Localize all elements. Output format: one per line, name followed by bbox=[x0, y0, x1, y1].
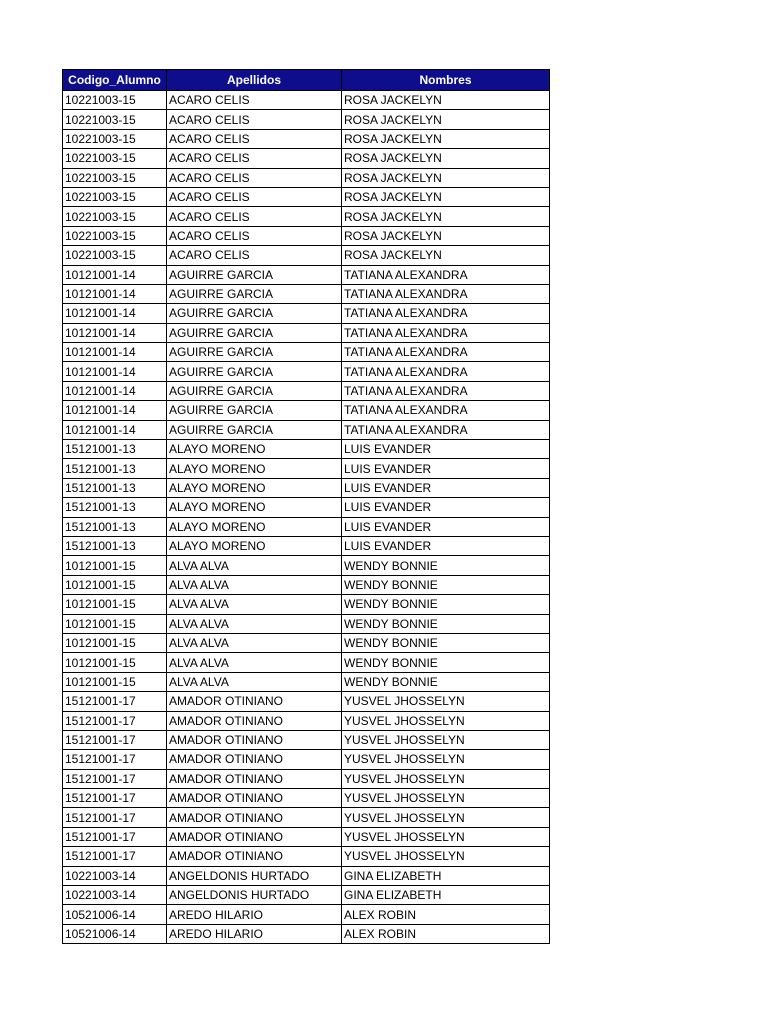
cell-nombres: GINA ELIZABETH bbox=[342, 866, 550, 885]
cell-nombres: WENDY BONNIE bbox=[342, 575, 550, 594]
cell-nombres: YUSVEL JHOSSELYN bbox=[342, 711, 550, 730]
table-row bbox=[63, 886, 550, 905]
table-row bbox=[63, 692, 550, 711]
cell-apellidos: ALVA ALVA bbox=[167, 595, 342, 614]
cell-apellidos: AGUIRRE GARCIA bbox=[167, 304, 342, 323]
cell-nombres: LUIS EVANDER bbox=[342, 478, 550, 497]
cell-nombres: TATIANA ALEXANDRA bbox=[342, 362, 550, 381]
table-row bbox=[63, 187, 550, 206]
cell-apellidos: ALVA ALVA bbox=[167, 633, 342, 652]
table-row bbox=[63, 168, 550, 187]
cell-codigo-alumno: 10121001-14 bbox=[63, 323, 167, 342]
cell-apellidos: ALVA ALVA bbox=[167, 672, 342, 691]
cell-nombres: TATIANA ALEXANDRA bbox=[342, 265, 550, 284]
cell-codigo-alumno: 10221003-15 bbox=[63, 226, 167, 245]
cell-codigo-alumno: 15121001-17 bbox=[63, 711, 167, 730]
cell-codigo-alumno: 10521006-14 bbox=[63, 905, 167, 924]
cell-codigo-alumno: 15121001-13 bbox=[63, 440, 167, 459]
cell-nombres: TATIANA ALEXANDRA bbox=[342, 401, 550, 420]
table-row bbox=[63, 459, 550, 478]
column-header-codigo-alumno: Codigo_Alumno bbox=[63, 70, 167, 91]
student-table bbox=[62, 69, 550, 944]
cell-apellidos: ALAYO MORENO bbox=[167, 498, 342, 517]
table-row bbox=[63, 343, 550, 362]
cell-codigo-alumno: 10221003-15 bbox=[63, 246, 167, 265]
cell-codigo-alumno: 10121001-15 bbox=[63, 595, 167, 614]
cell-apellidos: ALAYO MORENO bbox=[167, 459, 342, 478]
table-row bbox=[63, 498, 550, 517]
cell-apellidos: ACARO CELIS bbox=[167, 168, 342, 187]
cell-codigo-alumno: 10121001-15 bbox=[63, 556, 167, 575]
cell-codigo-alumno: 15121001-13 bbox=[63, 478, 167, 497]
cell-nombres: ROSA JACKELYN bbox=[342, 110, 550, 129]
table-row bbox=[63, 149, 550, 168]
table-row bbox=[63, 304, 550, 323]
cell-nombres: ALEX ROBIN bbox=[342, 905, 550, 924]
cell-apellidos: ACARO CELIS bbox=[167, 129, 342, 148]
cell-apellidos: ALVA ALVA bbox=[167, 614, 342, 633]
table-row bbox=[63, 924, 550, 943]
table-row bbox=[63, 808, 550, 827]
table-header-row bbox=[63, 70, 550, 91]
cell-codigo-alumno: 10221003-15 bbox=[63, 110, 167, 129]
cell-apellidos: ALVA ALVA bbox=[167, 556, 342, 575]
table-row bbox=[63, 323, 550, 342]
table-row bbox=[63, 246, 550, 265]
table-row bbox=[63, 440, 550, 459]
table-row bbox=[63, 381, 550, 400]
cell-nombres: YUSVEL JHOSSELYN bbox=[342, 808, 550, 827]
cell-codigo-alumno: 10121001-14 bbox=[63, 381, 167, 400]
cell-apellidos: AMADOR OTINIANO bbox=[167, 750, 342, 769]
cell-codigo-alumno: 10121001-15 bbox=[63, 672, 167, 691]
cell-codigo-alumno: 15121001-13 bbox=[63, 536, 167, 555]
cell-nombres: WENDY BONNIE bbox=[342, 595, 550, 614]
cell-codigo-alumno: 10521006-14 bbox=[63, 924, 167, 943]
column-header-apellidos: Apellidos bbox=[167, 70, 342, 91]
table-row bbox=[63, 789, 550, 808]
column-header-nombres: Nombres bbox=[342, 70, 550, 91]
cell-apellidos: ACARO CELIS bbox=[167, 246, 342, 265]
cell-nombres: WENDY BONNIE bbox=[342, 672, 550, 691]
cell-codigo-alumno: 15121001-13 bbox=[63, 498, 167, 517]
table-row bbox=[63, 556, 550, 575]
cell-apellidos: AGUIRRE GARCIA bbox=[167, 381, 342, 400]
cell-nombres: TATIANA ALEXANDRA bbox=[342, 381, 550, 400]
cell-codigo-alumno: 15121001-17 bbox=[63, 827, 167, 846]
cell-apellidos: ACARO CELIS bbox=[167, 207, 342, 226]
cell-nombres: WENDY BONNIE bbox=[342, 633, 550, 652]
cell-nombres: ROSA JACKELYN bbox=[342, 246, 550, 265]
cell-codigo-alumno: 10121001-14 bbox=[63, 343, 167, 362]
cell-nombres: YUSVEL JHOSSELYN bbox=[342, 730, 550, 749]
cell-apellidos: AREDO HILARIO bbox=[167, 905, 342, 924]
cell-nombres: ROSA JACKELYN bbox=[342, 207, 550, 226]
cell-apellidos: ANGELDONIS HURTADO bbox=[167, 886, 342, 905]
cell-codigo-alumno: 10121001-14 bbox=[63, 420, 167, 439]
cell-codigo-alumno: 10121001-14 bbox=[63, 265, 167, 284]
table-row bbox=[63, 401, 550, 420]
cell-apellidos: AMADOR OTINIANO bbox=[167, 827, 342, 846]
table-row bbox=[63, 827, 550, 846]
table-row bbox=[63, 672, 550, 691]
cell-nombres: ROSA JACKELYN bbox=[342, 187, 550, 206]
cell-nombres: LUIS EVANDER bbox=[342, 459, 550, 478]
table-row bbox=[63, 420, 550, 439]
table-row bbox=[63, 536, 550, 555]
cell-codigo-alumno: 10221003-14 bbox=[63, 866, 167, 885]
cell-codigo-alumno: 10221003-15 bbox=[63, 149, 167, 168]
cell-codigo-alumno: 15121001-13 bbox=[63, 459, 167, 478]
cell-codigo-alumno: 10221003-15 bbox=[63, 168, 167, 187]
table-row bbox=[63, 847, 550, 866]
cell-apellidos: AMADOR OTINIANO bbox=[167, 808, 342, 827]
cell-nombres: TATIANA ALEXANDRA bbox=[342, 284, 550, 303]
table-row bbox=[63, 614, 550, 633]
cell-codigo-alumno: 15121001-17 bbox=[63, 730, 167, 749]
cell-apellidos: AGUIRRE GARCIA bbox=[167, 343, 342, 362]
table-row bbox=[63, 110, 550, 129]
cell-codigo-alumno: 15121001-17 bbox=[63, 692, 167, 711]
cell-nombres: ROSA JACKELYN bbox=[342, 91, 550, 110]
cell-nombres: YUSVEL JHOSSELYN bbox=[342, 769, 550, 788]
table-row bbox=[63, 478, 550, 497]
cell-apellidos: AGUIRRE GARCIA bbox=[167, 323, 342, 342]
cell-codigo-alumno: 15121001-17 bbox=[63, 769, 167, 788]
cell-nombres: GINA ELIZABETH bbox=[342, 886, 550, 905]
cell-nombres: YUSVEL JHOSSELYN bbox=[342, 789, 550, 808]
cell-codigo-alumno: 10221003-15 bbox=[63, 187, 167, 206]
cell-apellidos: ACARO CELIS bbox=[167, 110, 342, 129]
cell-apellidos: ALAYO MORENO bbox=[167, 440, 342, 459]
cell-apellidos: AMADOR OTINIANO bbox=[167, 692, 342, 711]
table-row bbox=[63, 750, 550, 769]
table-body bbox=[63, 91, 550, 944]
cell-nombres: TATIANA ALEXANDRA bbox=[342, 343, 550, 362]
cell-apellidos: ALVA ALVA bbox=[167, 575, 342, 594]
cell-codigo-alumno: 10121001-14 bbox=[63, 284, 167, 303]
cell-apellidos: AGUIRRE GARCIA bbox=[167, 265, 342, 284]
cell-apellidos: AGUIRRE GARCIA bbox=[167, 362, 342, 381]
cell-codigo-alumno: 15121001-13 bbox=[63, 517, 167, 536]
cell-apellidos: ACARO CELIS bbox=[167, 187, 342, 206]
cell-apellidos: AGUIRRE GARCIA bbox=[167, 284, 342, 303]
cell-codigo-alumno: 10221003-15 bbox=[63, 91, 167, 110]
cell-nombres: TATIANA ALEXANDRA bbox=[342, 420, 550, 439]
cell-nombres: YUSVEL JHOSSELYN bbox=[342, 847, 550, 866]
cell-apellidos: ALAYO MORENO bbox=[167, 517, 342, 536]
cell-nombres: LUIS EVANDER bbox=[342, 440, 550, 459]
cell-nombres: WENDY BONNIE bbox=[342, 614, 550, 633]
cell-apellidos: ALAYO MORENO bbox=[167, 536, 342, 555]
table-row bbox=[63, 517, 550, 536]
cell-nombres: YUSVEL JHOSSELYN bbox=[342, 692, 550, 711]
cell-codigo-alumno: 10121001-15 bbox=[63, 614, 167, 633]
cell-codigo-alumno: 15121001-17 bbox=[63, 750, 167, 769]
cell-apellidos: AMADOR OTINIANO bbox=[167, 730, 342, 749]
cell-apellidos: ALVA ALVA bbox=[167, 653, 342, 672]
cell-codigo-alumno: 10121001-15 bbox=[63, 633, 167, 652]
cell-nombres: ROSA JACKELYN bbox=[342, 168, 550, 187]
cell-nombres: ROSA JACKELYN bbox=[342, 226, 550, 245]
table-row bbox=[63, 207, 550, 226]
table-row bbox=[63, 730, 550, 749]
cell-codigo-alumno: 10121001-14 bbox=[63, 362, 167, 381]
table-row bbox=[63, 905, 550, 924]
table-row bbox=[63, 91, 550, 110]
cell-codigo-alumno: 10221003-14 bbox=[63, 886, 167, 905]
cell-apellidos: ACARO CELIS bbox=[167, 226, 342, 245]
cell-nombres: ROSA JACKELYN bbox=[342, 149, 550, 168]
cell-apellidos: AMADOR OTINIANO bbox=[167, 769, 342, 788]
cell-codigo-alumno: 10121001-14 bbox=[63, 401, 167, 420]
cell-apellidos: AREDO HILARIO bbox=[167, 924, 342, 943]
table-row bbox=[63, 653, 550, 672]
table-row bbox=[63, 866, 550, 885]
table-row bbox=[63, 226, 550, 245]
cell-codigo-alumno: 10121001-14 bbox=[63, 304, 167, 323]
cell-nombres: LUIS EVANDER bbox=[342, 536, 550, 555]
cell-apellidos: AGUIRRE GARCIA bbox=[167, 420, 342, 439]
table-row bbox=[63, 633, 550, 652]
cell-nombres: TATIANA ALEXANDRA bbox=[342, 323, 550, 342]
cell-codigo-alumno: 10221003-15 bbox=[63, 129, 167, 148]
cell-nombres: ALEX ROBIN bbox=[342, 924, 550, 943]
table-row bbox=[63, 769, 550, 788]
cell-codigo-alumno: 10121001-15 bbox=[63, 575, 167, 594]
table-row bbox=[63, 595, 550, 614]
cell-nombres: YUSVEL JHOSSELYN bbox=[342, 827, 550, 846]
cell-codigo-alumno: 15121001-17 bbox=[63, 808, 167, 827]
cell-nombres: LUIS EVANDER bbox=[342, 498, 550, 517]
cell-apellidos: ANGELDONIS HURTADO bbox=[167, 866, 342, 885]
cell-nombres: TATIANA ALEXANDRA bbox=[342, 304, 550, 323]
table-row bbox=[63, 362, 550, 381]
cell-codigo-alumno: 15121001-17 bbox=[63, 847, 167, 866]
cell-apellidos: ALAYO MORENO bbox=[167, 478, 342, 497]
table-row bbox=[63, 129, 550, 148]
cell-apellidos: ACARO CELIS bbox=[167, 91, 342, 110]
table-row bbox=[63, 265, 550, 284]
cell-nombres: WENDY BONNIE bbox=[342, 556, 550, 575]
cell-nombres: WENDY BONNIE bbox=[342, 653, 550, 672]
cell-apellidos: AMADOR OTINIANO bbox=[167, 711, 342, 730]
cell-apellidos: AGUIRRE GARCIA bbox=[167, 401, 342, 420]
cell-apellidos: ACARO CELIS bbox=[167, 149, 342, 168]
cell-nombres: LUIS EVANDER bbox=[342, 517, 550, 536]
table-row bbox=[63, 284, 550, 303]
cell-nombres: ROSA JACKELYN bbox=[342, 129, 550, 148]
cell-nombres: YUSVEL JHOSSELYN bbox=[342, 750, 550, 769]
cell-apellidos: AMADOR OTINIANO bbox=[167, 847, 342, 866]
cell-apellidos: AMADOR OTINIANO bbox=[167, 789, 342, 808]
cell-codigo-alumno: 15121001-17 bbox=[63, 789, 167, 808]
cell-codigo-alumno: 10121001-15 bbox=[63, 653, 167, 672]
table-row bbox=[63, 711, 550, 730]
table-row bbox=[63, 575, 550, 594]
cell-codigo-alumno: 10221003-15 bbox=[63, 207, 167, 226]
